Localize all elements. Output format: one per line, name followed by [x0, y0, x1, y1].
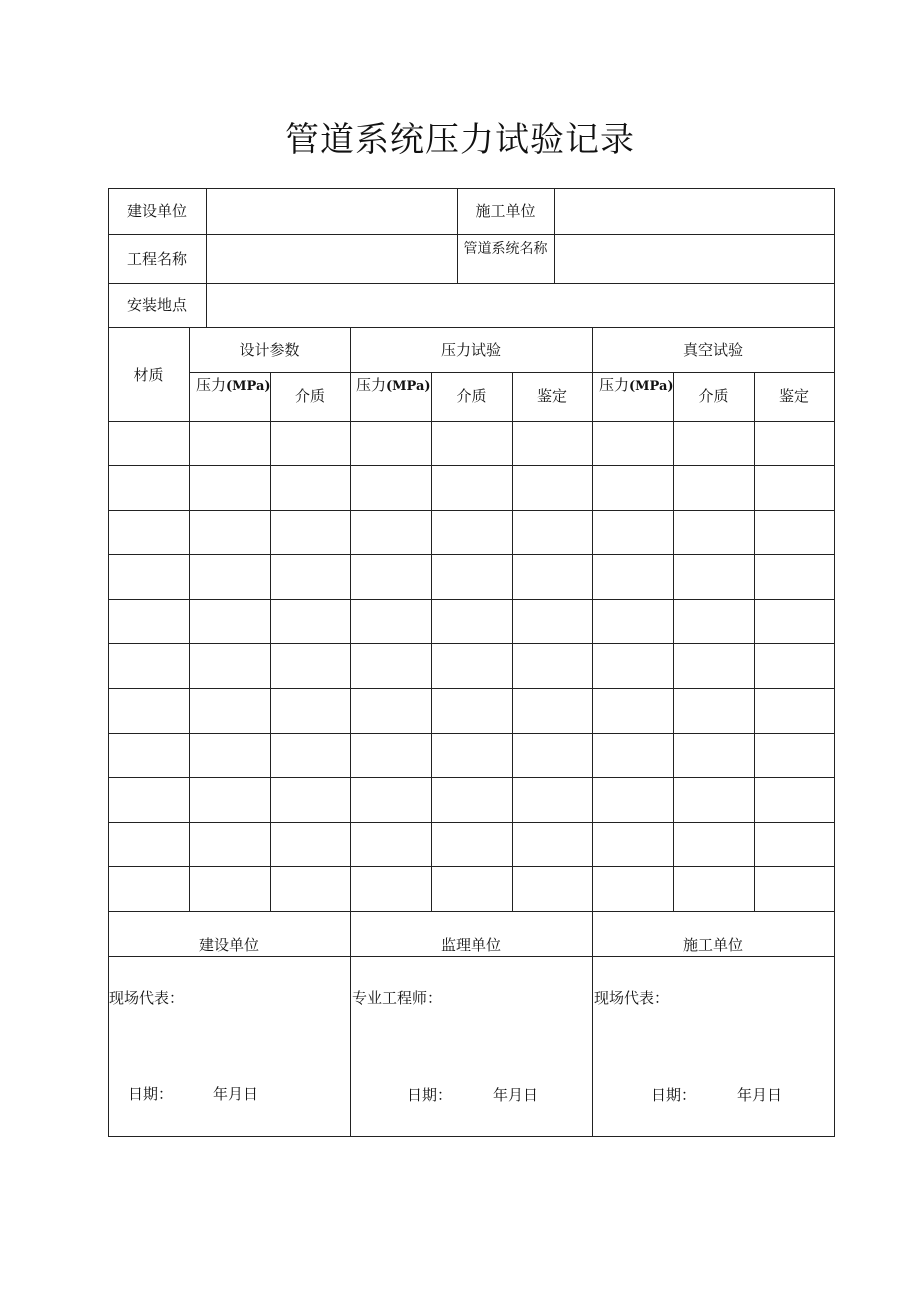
vacuum-verdict-cell[interactable] [755, 555, 834, 599]
pressure-test-form [108, 188, 835, 1137]
material-cell[interactable] [109, 867, 189, 911]
design-pressure-cell[interactable] [190, 600, 270, 643]
test-medium-cell[interactable] [432, 555, 512, 599]
vacuum-pressure-cell[interactable] [593, 600, 673, 643]
vacuum-pressure-cell[interactable] [593, 466, 673, 510]
design-pressure-cell[interactable] [190, 823, 270, 866]
line-right [834, 188, 835, 1137]
design-params-header: 设计参数 [239, 341, 300, 359]
test-pressure-header: 压力(MPa) [356, 376, 431, 394]
design-medium-cell[interactable] [271, 689, 350, 733]
design-pressure-cell[interactable] [190, 466, 270, 510]
construction-signature-area[interactable] [109, 957, 350, 1136]
material-cell[interactable] [109, 778, 189, 822]
project-name-label: 工程名称 [126, 250, 187, 268]
design-pressure-cell[interactable] [190, 734, 270, 777]
engineer-label: 专业工程师： [352, 989, 443, 1007]
test-verdict-cell[interactable] [513, 600, 592, 643]
material-cell[interactable] [109, 466, 189, 510]
line-h [108, 911, 835, 912]
date-format-construction: 年月日 [213, 1085, 259, 1103]
test-pressure-cell[interactable] [351, 867, 431, 911]
vacuum-medium-cell[interactable] [674, 600, 754, 643]
design-medium-cell[interactable] [271, 422, 350, 465]
material-cell[interactable] [109, 644, 189, 688]
project-name-field[interactable] [207, 235, 457, 283]
vacuum-test-header: 真空试验 [682, 341, 743, 359]
test-pressure-cell[interactable] [351, 555, 431, 599]
test-medium-cell[interactable] [432, 867, 512, 911]
page-title: 管道系统压力试验记录 [285, 120, 635, 160]
pipeline-system-name-label: 管道系统名称 [463, 241, 548, 257]
vacuum-verdict-cell[interactable] [755, 511, 834, 554]
vacuum-medium-cell[interactable] [674, 555, 754, 599]
design-medium-cell[interactable] [271, 644, 350, 688]
vacuum-medium-cell[interactable] [674, 466, 754, 510]
design-medium-cell[interactable] [271, 867, 350, 911]
vacuum-verdict-header: 鉴定 [778, 387, 809, 405]
design-medium-header: 介质 [294, 387, 325, 405]
material-cell[interactable] [109, 823, 189, 866]
material-cell[interactable] [109, 734, 189, 777]
design-pressure-cell[interactable] [190, 422, 270, 465]
install-location-label: 安装地点 [126, 296, 187, 314]
vacuum-pressure-cell[interactable] [593, 644, 673, 688]
material-cell[interactable] [109, 511, 189, 554]
test-pressure-cell[interactable] [351, 600, 431, 643]
vacuum-verdict-cell[interactable] [755, 823, 834, 866]
design-pressure-cell[interactable] [190, 644, 270, 688]
vacuum-pressure-cell[interactable] [593, 734, 673, 777]
vacuum-medium-header: 介质 [698, 387, 729, 405]
design-medium-cell[interactable] [271, 734, 350, 777]
design-medium-cell[interactable] [271, 823, 350, 866]
design-pressure-cell[interactable] [190, 689, 270, 733]
vacuum-medium-cell[interactable] [674, 823, 754, 866]
test-verdict-cell[interactable] [513, 511, 592, 554]
vacuum-verdict-cell[interactable] [755, 689, 834, 733]
pipeline-system-name-field[interactable] [555, 235, 834, 283]
install-location-field[interactable] [207, 284, 834, 327]
date-label-contractor: 日期： [651, 1086, 697, 1104]
test-pressure-cell[interactable] [351, 778, 431, 822]
test-pressure-cell[interactable] [351, 734, 431, 777]
site-rep-label-construction: 现场代表： [109, 989, 185, 1007]
test-pressure-cell[interactable] [351, 823, 431, 866]
date-label-construction: 日期： [128, 1085, 174, 1103]
test-pressure-cell[interactable] [351, 511, 431, 554]
test-medium-cell[interactable] [432, 600, 512, 643]
test-verdict-cell[interactable] [513, 823, 592, 866]
design-medium-cell[interactable] [271, 466, 350, 510]
contractor-label: 施工单位 [475, 202, 536, 220]
material-cell[interactable] [109, 600, 189, 643]
contractor-field[interactable] [555, 189, 834, 234]
test-medium-cell[interactable] [432, 689, 512, 733]
vacuum-medium-cell[interactable] [674, 422, 754, 465]
test-medium-cell[interactable] [432, 422, 512, 465]
test-verdict-cell[interactable] [513, 644, 592, 688]
sign-contractor-unit: 施工单位 [682, 936, 743, 954]
design-pressure-cell[interactable] [190, 511, 270, 554]
test-verdict-cell[interactable] [513, 466, 592, 510]
test-medium-header: 介质 [456, 387, 487, 405]
test-verdict-cell[interactable] [513, 689, 592, 733]
vacuum-verdict-cell[interactable] [755, 422, 834, 465]
test-pressure-cell[interactable] [351, 644, 431, 688]
vacuum-verdict-cell[interactable] [755, 644, 834, 688]
test-medium-cell[interactable] [432, 823, 512, 866]
vacuum-medium-cell[interactable] [674, 689, 754, 733]
test-verdict-cell[interactable] [513, 867, 592, 911]
vacuum-pressure-cell[interactable] [593, 422, 673, 465]
line-bottom [108, 1136, 835, 1137]
test-pressure-cell[interactable] [351, 466, 431, 510]
vacuum-verdict-cell[interactable] [755, 778, 834, 822]
design-medium-cell[interactable] [271, 511, 350, 554]
vacuum-medium-cell[interactable] [674, 867, 754, 911]
sign-construction-unit: 建设单位 [198, 936, 259, 954]
test-verdict-cell[interactable] [513, 422, 592, 465]
test-verdict-cell[interactable] [513, 778, 592, 822]
site-rep-label-contractor: 现场代表： [594, 989, 670, 1007]
vacuum-pressure-cell[interactable] [593, 689, 673, 733]
design-pressure-cell[interactable] [190, 555, 270, 599]
vacuum-verdict-cell[interactable] [755, 867, 834, 911]
vacuum-verdict-cell[interactable] [755, 466, 834, 510]
vacuum-medium-cell[interactable] [674, 511, 754, 554]
test-verdict-cell[interactable] [513, 555, 592, 599]
vacuum-medium-cell[interactable] [674, 734, 754, 777]
line-h [108, 327, 835, 328]
test-medium-cell[interactable] [432, 734, 512, 777]
construction-unit-label: 建设单位 [126, 202, 187, 220]
sign-supervision-unit: 监理单位 [440, 936, 501, 954]
vacuum-pressure-cell[interactable] [593, 823, 673, 866]
vacuum-pressure-cell[interactable] [593, 778, 673, 822]
design-medium-cell[interactable] [271, 555, 350, 599]
contractor-signature-area[interactable] [593, 957, 834, 1136]
test-verdict-header: 鉴定 [536, 387, 567, 405]
vacuum-pressure-header: 压力(MPa) [599, 376, 674, 394]
test-medium-cell[interactable] [432, 778, 512, 822]
vacuum-verdict-cell[interactable] [755, 600, 834, 643]
design-pressure-cell[interactable] [190, 867, 270, 911]
vacuum-medium-cell[interactable] [674, 644, 754, 688]
material-cell[interactable] [109, 555, 189, 599]
design-pressure-cell[interactable] [190, 778, 270, 822]
test-verdict-cell[interactable] [513, 734, 592, 777]
vacuum-pressure-cell[interactable] [593, 555, 673, 599]
date-format-contractor: 年月日 [737, 1086, 783, 1104]
test-medium-cell[interactable] [432, 511, 512, 554]
material-header: 材质 [133, 366, 164, 384]
material-cell[interactable] [109, 689, 189, 733]
material-cell[interactable] [109, 422, 189, 465]
pressure-test-header: 压力试验 [440, 341, 501, 359]
test-pressure-cell[interactable] [351, 689, 431, 733]
design-medium-cell[interactable] [271, 778, 350, 822]
date-label-supervision: 日期： [407, 1086, 453, 1104]
vacuum-verdict-cell[interactable] [755, 734, 834, 777]
vacuum-medium-cell[interactable] [674, 778, 754, 822]
construction-unit-field[interactable] [207, 189, 457, 234]
date-format-supervision: 年月日 [493, 1086, 539, 1104]
vacuum-pressure-cell[interactable] [593, 511, 673, 554]
test-medium-cell[interactable] [432, 644, 512, 688]
vacuum-pressure-cell[interactable] [593, 867, 673, 911]
test-pressure-cell[interactable] [351, 422, 431, 465]
test-medium-cell[interactable] [432, 466, 512, 510]
supervision-signature-area[interactable] [351, 957, 592, 1136]
design-pressure-header: 压力(MPa) [196, 376, 271, 394]
design-medium-cell[interactable] [271, 600, 350, 643]
